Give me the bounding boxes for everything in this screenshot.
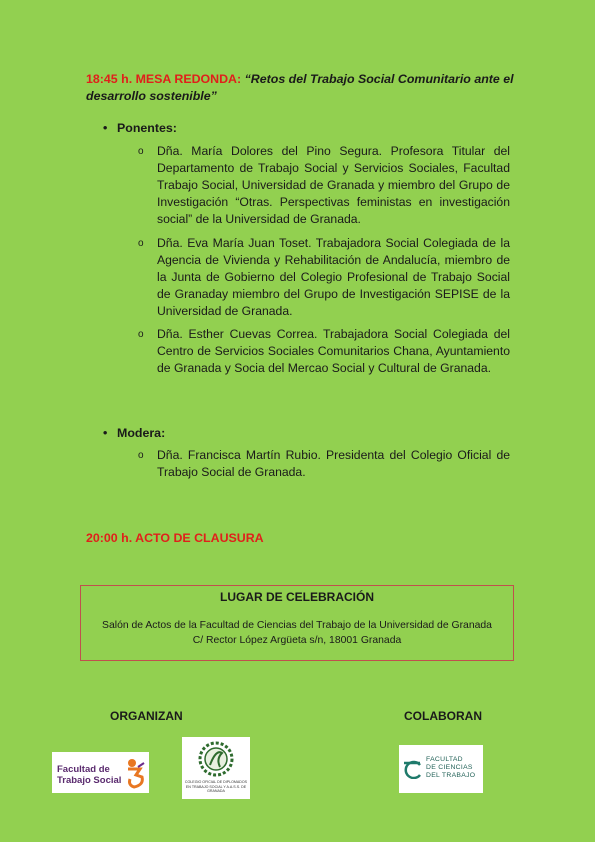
logo-fct-line3: DEL TRABAJO <box>426 772 476 779</box>
ponente-item <box>138 143 510 228</box>
logo-fct-line2: DE CIENCIAS <box>426 764 473 771</box>
venue-address-line2: C/ Rector López Argüeta s/n, 18001 Granada <box>192 635 402 646</box>
colegio-oficial-logo <box>182 737 250 799</box>
venue-box <box>80 585 514 661</box>
ponentes-heading <box>103 121 177 135</box>
colaboran-heading: COLABORAN <box>404 709 482 723</box>
clausura-heading: 20:00 h. ACTO DE CLAUSURA <box>86 531 264 545</box>
ponente-text: Dña. Eva María Juan Toset. Trabajadora Social Colegiada de la Agencia de Vivienda y Rehabilitación de Andalucía, miembro de la Junta de Gobierno del Colegio Profesional de Trabajo Social de Granaday miembro del Grupo de Investigación SEPISE de la Universidad de Granada. <box>157 236 510 318</box>
ponente-item <box>138 235 510 320</box>
modera-text: Dña. Francisca Martín Rubio. Presidenta del Colegio Oficial de Trabajo Social de Granada. <box>157 448 510 479</box>
gear-seal-icon <box>198 741 234 777</box>
hollow-bullet-icon: o <box>138 146 144 157</box>
logo-fts-line2: Trabajo Social <box>57 775 122 786</box>
bullet-icon: • <box>103 426 108 440</box>
organizan-heading: ORGANIZAN <box>110 709 183 723</box>
modera-heading <box>103 426 165 440</box>
logo-colegio-line2: GRANADA <box>207 789 225 793</box>
ponente-text: Dña. Esther Cuevas Correa. Trabajadora Social Colegiada del Centro de Servicios Sociales Comunitarios Chana, Ayuntamiento de Granada y Socia del Mercao Social y Cultural de Granada. <box>157 327 510 375</box>
mesa-redonda-heading <box>86 71 516 105</box>
fct-emblem-icon <box>402 757 424 779</box>
logo-fct-line1: FACULTAD <box>426 756 463 763</box>
hollow-bullet-icon: o <box>138 450 144 461</box>
ts-emblem-icon <box>124 757 146 789</box>
hollow-bullet-icon: o <box>138 238 144 249</box>
facultad-ciencias-trabajo-logo <box>399 745 483 793</box>
venue-address-line1: Salón de Actos de la Facultad de Ciencias del Trabajo de la Universidad de Granada <box>102 620 492 631</box>
mesa-time: 18:45 h. MESA REDONDA: <box>86 72 242 86</box>
modera-label: Modera: <box>117 426 166 440</box>
hollow-bullet-icon: o <box>138 329 144 340</box>
mesa-title: “Retos del Trabajo Social Comunitario ante el desarrollo sostenible” <box>86 72 514 103</box>
logo-fts-line1: Facultad de <box>57 764 110 775</box>
ponentes-label: Ponentes: <box>117 121 177 135</box>
ponente-text: Dña. María Dolores del Pino Segura. Profesora Titular del Departamento de Trabajo Social y Servicios Sociales, Facultad Trabajo Social, Universidad de Granada y miembro del Grupo de Investigación “Otras. Perspectivas feministas en investigación social” de la Universidad de Granada. <box>157 144 510 226</box>
logo-colegio-line1: COLEGIO OFICIAL DE DIPLOMADOS EN TRABAJO SOCIAL Y A.A.S.S. DE <box>184 780 248 789</box>
ponente-item <box>138 326 510 377</box>
facultad-trabajo-social-logo <box>52 752 149 793</box>
bullet-icon: • <box>103 121 108 135</box>
modera-item <box>138 447 510 481</box>
venue-title: LUGAR DE CELEBRACIÓN <box>219 590 374 604</box>
